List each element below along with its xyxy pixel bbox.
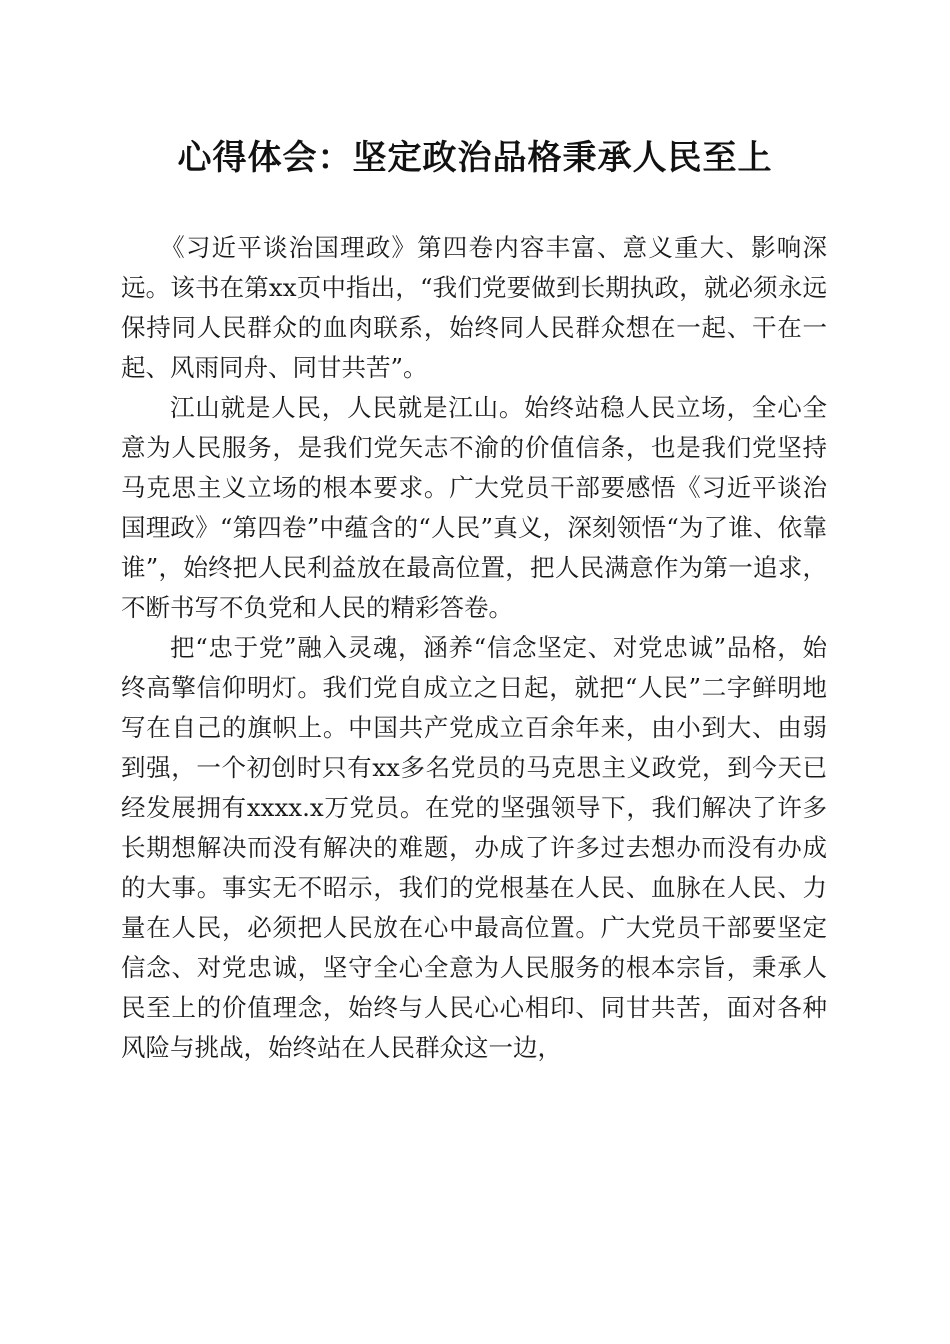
document-title: 心得体会：坚定政治品格秉承人民至上 bbox=[177, 138, 773, 178]
paragraph-2: 江山就是人民，人民就是江山。始终站稳人民立场，全心全意为人民服务，是我们党矢志不渝的价值信条，也是我们党坚持马克思主义立场的根本要求。广大党员干部要感悟《习近平谈治国理政》“第四卷”中蕴含的“人民”真义，深刻领悟“为了谁、依靠谁”，始终把人民利益放在最高位置，把人民满意作为第一追求，不断书写不负党和人民的精彩答卷。 bbox=[121, 393, 827, 622]
document-body bbox=[121, 228, 827, 1068]
paragraph-1: 《习近平谈治国理政》第四卷内容丰富、意义重大、影响深远。该书在第xx页中指出，“我们党要做到长期执政，就必须永远保持同人民群众的血肉联系，始终同人民群众想在一起、干在一起、风雨同舟、同甘共苦”。 bbox=[121, 233, 827, 382]
paragraph-3: 把“忠于党”融入灵魂，涵养“信念坚定、对党忠诚”品格，始终高擎信仰明灯。我们党自成立之日起，就把“人民”二字鲜明地写在自己的旗帜上。中国共产党成立百余年来，由小到大、由弱到强，一个初创时只有xx多名党员的马克思主义政党，到今天已经发展拥有xxxx.x万党员。在党的坚强领导下，我们解决了许多长期想解决而没有解决的难题，办成了许多过去想办而没有办成的大事。事实无不昭示，我们的党根基在人民、血脉在人民、力量在人民，必须把人民放在心中最高位置。广大党员干部要坚定信念、对党忠诚，坚守全心全意为人民服务的根本宗旨，秉承人民至上的价值理念，始终与人民心心相印、同甘共苦，面对各种风险与挑战，始终站在人民群众这一边， bbox=[121, 633, 827, 1062]
